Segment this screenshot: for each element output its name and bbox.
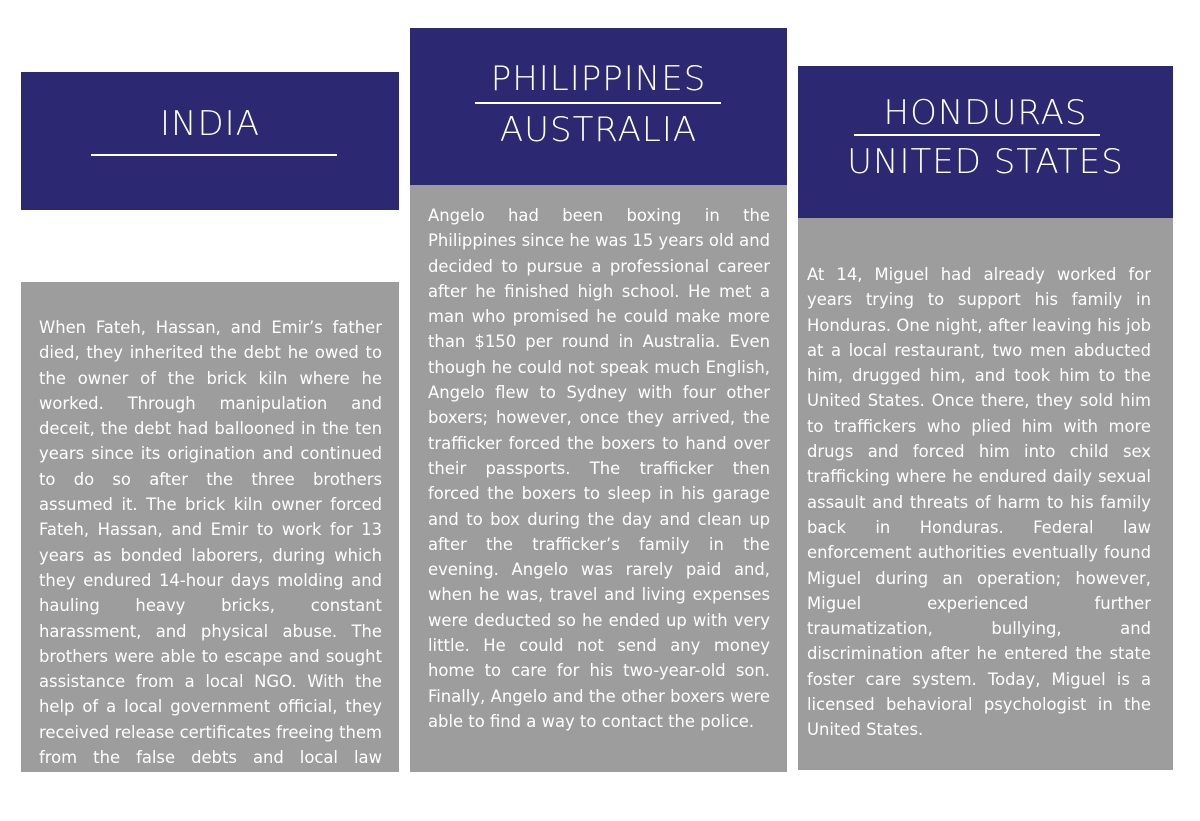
card-philippines-australia <box>410 28 787 772</box>
story-text: When Fateh, Hassan, and Emir’s father died, they inherited the debt he owed to the owner of the brick kiln where he worked. Through manipulation and deceit, the debt had ballooned in the ten years since its origination and continued to do so after the three brothers assumed it. The brick kiln owner forced Fateh, Hassan, and Emir to work for 13 years as bonded laborers, during which they endured 14-hour days molding and hauling heavy bricks, constant harassment, and physical abuse. The brothers were able to escape and sought assistance from a local NGO. With the help of a local government official, they received release certificates freeing them from the false debts and local law enforcement filed charges against their trafficker. <box>39 318 382 818</box>
card-honduras-united-states <box>798 66 1173 770</box>
story-text: Angelo had been boxing in the Philippines since he was 15 years old and decided to pursue a professional career after he finished high school. He met a man who promised he could make more than $150 per round in Australia. Even though he could not speak much English, Angelo flew to Sydney with four other boxers; however, once they arrived, the trafficker forced the boxers to hand over their passports. The trafficker then forced the boxers to sleep in his garage and to box during the day and clean up after the trafficker’s family in the evening. Angelo was rarely paid and, when he was, travel and living expenses were deducted so he ended up with very little. He could not send any money home to care for his two-year-old son. Finally, Angelo and the other boxers were able to find a way to contact the police. <box>428 206 770 731</box>
card-body <box>798 218 1173 770</box>
title-divider <box>854 134 1100 136</box>
card-title-destination: AUSTRALIA <box>499 110 698 150</box>
card-header <box>410 28 787 185</box>
card-body <box>21 282 399 818</box>
story-text: At 14, Miguel had already worked for years trying to support his family in Honduras. One night, after leaving his job at a local restaurant, two men abducted him, drugged him, and took him to the United States. Once there, they sold him to traffickers who plied him with more drugs and forced him into child sex trafficking where he endured daily sexual assault and threats of harm to his family back in Honduras. Federal law enforcement authorities eventually found Miguel during an operation; however, Miguel experienced further traumatization, bullying, and discrimination after he entered the state foster care system. Today, Miguel is a licensed behavioral psychologist in the United States. <box>807 265 1151 740</box>
title-divider <box>475 102 721 104</box>
card-title-destination: UNITED STATES <box>847 142 1124 182</box>
title-underline <box>91 154 337 156</box>
card-title-origin: HONDURAS <box>883 93 1088 133</box>
card-title: INDIA <box>160 104 260 144</box>
card-title-origin: PHILIPPINES <box>490 59 707 99</box>
card-header <box>21 72 399 210</box>
card-india <box>21 72 399 818</box>
card-header <box>798 66 1173 218</box>
card-body <box>410 185 787 772</box>
